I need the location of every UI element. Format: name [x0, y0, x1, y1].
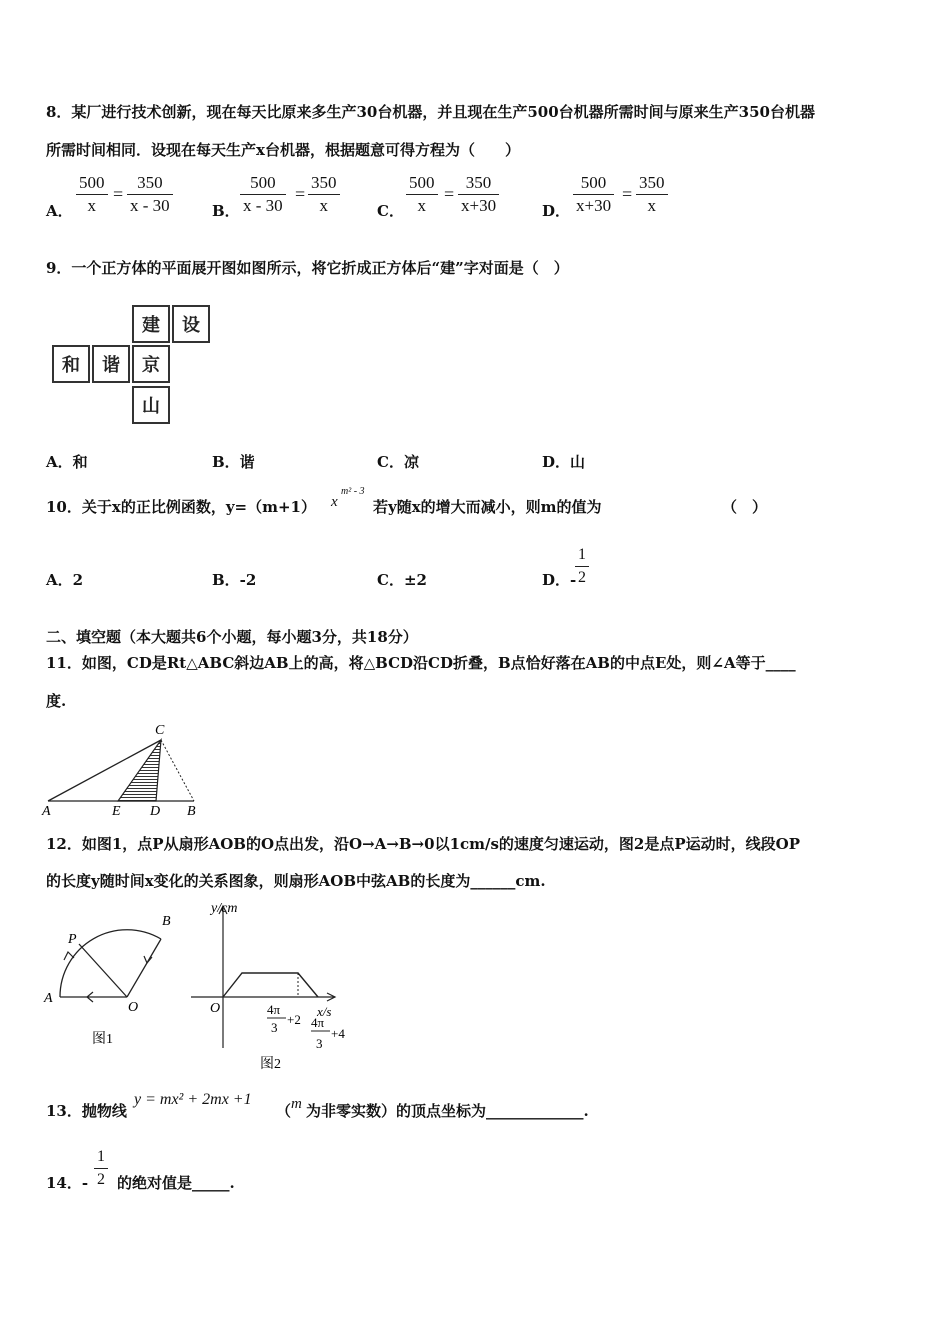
q8-line2: 所需时间相同．设现在每天生产x台机器，根据题意可得方程为（ ）	[46, 141, 520, 159]
q10-option-a: A．2	[46, 571, 84, 589]
q12-graph-figure	[185, 898, 365, 1074]
fig1-label-a: A	[44, 991, 53, 1006]
q8-line1: 8．某厂进行技术创新，现在每天比原来多生产30台机器，并且现在生产500台机器所需时间与原来生产350台机器	[46, 103, 815, 121]
q10-text-a: 10．关于x的正比例函数，y=（m+1）	[46, 498, 316, 516]
q10-exponent: m² - 3	[341, 486, 365, 497]
q10-paren: （ ）	[722, 498, 768, 516]
q10-base: x	[331, 494, 338, 510]
q11-line2: 度.	[46, 692, 67, 710]
fig1-label-b: B	[162, 914, 171, 929]
fig2-origin: O	[210, 1001, 221, 1016]
q14-lead: 14．-	[46, 1174, 89, 1192]
q12-line1: 12．如图1，点P从扇形AOB的O点出发，沿O→A→B→0以1cm/s的速度匀速运动，图2是点P运动时，线段OP	[46, 835, 800, 853]
fig2-t2-den: 3	[316, 1036, 323, 1051]
q10-text-b: 若y随x的增大而减小，则m的值为	[373, 498, 602, 516]
fig1-label-p: P	[68, 932, 77, 947]
fig2-x-axis-label: x/s	[317, 1004, 332, 1019]
q13-formula: y = mx² + 2mx +1	[134, 1091, 252, 1108]
fig2-t1-num: 4π	[267, 1002, 281, 1017]
fig2-t1-den: 3	[271, 1020, 278, 1035]
fig2-t2-num: 4π	[311, 1015, 325, 1030]
net-cell-4: 谐	[92, 345, 130, 383]
q14-tail: 的绝对值是_____.	[117, 1174, 235, 1192]
net-cell-2: 设	[172, 305, 210, 343]
q10-option-d-fraction: $\frac{1}{2}$	[575, 544, 589, 589]
q12-sector-figure	[40, 905, 190, 1055]
q14-fraction: $\frac{1}{2}$	[94, 1146, 108, 1191]
q10-option-d: D．-	[542, 571, 577, 589]
q13-paren-open: （	[276, 1102, 292, 1120]
q13-lead: 13．抛物线	[46, 1102, 127, 1120]
label-c: C	[155, 723, 165, 738]
q11-triangle-figure	[40, 718, 210, 820]
fig2-t2-tail: +4	[331, 1026, 345, 1041]
net-cell-5: 京	[132, 345, 170, 383]
q9-text: 9．一个正方体的平面展开图如图所示，将它折成正方体后“建”字对面是（ ）	[46, 259, 569, 277]
q9-option-c: C．凉	[377, 453, 419, 471]
label-e: E	[112, 804, 121, 819]
fig2-t1-tail: +2	[287, 1012, 301, 1027]
q10-option-c: C．±2	[377, 571, 427, 589]
q11-line1: 11．如图，CD是Rt△ABC斜边AB上的高，将△BCD沿CD折叠，B点恰好落在AB的中点E处，则∠A等于____	[46, 654, 796, 672]
q13-rest: 为非零实数）的顶点坐标为_____________.	[306, 1102, 589, 1120]
fig2-y-axis-label: y/cm	[211, 901, 238, 916]
net-cell-6: 山	[132, 386, 170, 424]
q9-option-b: B．谐	[212, 453, 255, 471]
fig1-caption: 图1	[92, 1032, 113, 1047]
q10-option-b: B．-2	[212, 571, 257, 589]
q13-m: m	[291, 1096, 302, 1112]
fig2-caption: 图2	[260, 1057, 281, 1072]
net-cell-3: 和	[52, 345, 90, 383]
q9-option-d: D．山	[542, 453, 586, 471]
q9-option-a: A．和	[46, 453, 88, 471]
net-cell-1: 建	[132, 305, 170, 343]
fig1-label-o: O	[128, 1000, 139, 1015]
q12-line2: 的长度y随时间x变化的关系图象，则扇形AOB中弦AB的长度为______cm.	[46, 872, 546, 890]
section-2-heading: 二、填空题（本大题共6个小题，每小题3分，共18分）	[46, 628, 418, 646]
label-b: B	[187, 804, 196, 819]
label-d: D	[150, 804, 161, 819]
label-a: A	[42, 804, 51, 819]
